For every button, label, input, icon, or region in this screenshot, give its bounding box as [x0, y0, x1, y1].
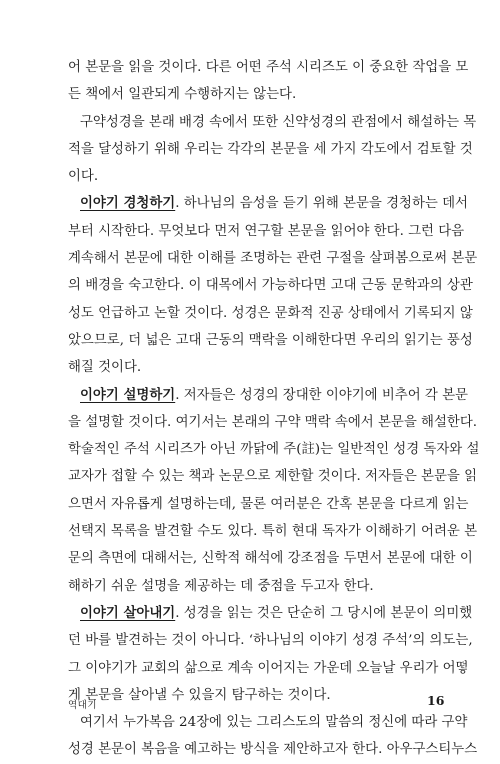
line-text: 으면서 자유롭게 설명하는데, 물론 여러분은 간혹 본문을 다르게 읽는 [68, 496, 469, 512]
text-line [68, 736, 478, 763]
text-line [68, 300, 473, 327]
text-line [68, 573, 438, 600]
line-text: . 저자들은 성경의 장대한 이야기에 비추어 각 본문 [175, 387, 468, 403]
text-line [68, 600, 473, 627]
line-text: 든 책에서 일관되게 수행하지는 않는다. [68, 87, 297, 103]
text-line [68, 163, 438, 190]
text-line [68, 463, 478, 490]
line-text: 그 이야기가 교회의 삶으로 계속 이어지는 가운데 오늘날 우리가 어떻 [68, 660, 469, 676]
text-line [68, 218, 465, 245]
text-line [68, 327, 473, 354]
section-heading: 이야기 살아내기 [80, 604, 176, 621]
line-text: 선택지 목록을 발견할 수도 있다. 특히 현대 독자가 이해하기 어려운 본 [68, 524, 478, 540]
text-line [68, 545, 473, 572]
line-text: 게 본문을 살아낼 수 있을지 탐구하는 것이다. [68, 687, 331, 703]
line-text: 해질 것이다. [68, 360, 142, 376]
line-text: 던 바를 발견하는 것이 아니다. ‘하나님의 이야기 성경 주석’의 의도는, [68, 633, 473, 649]
text-line [68, 54, 469, 81]
line-text: 여기서 누가복음 24장에 있는 그리스도의 말씀의 정신에 따라 구약 [80, 715, 468, 731]
text-line [68, 409, 478, 436]
text-line [68, 382, 468, 409]
line-text: 문의 측면에 대해서는, 신학적 해석에 강조점을 두면서 본문에 대한 이 [68, 551, 473, 567]
text-line [68, 436, 480, 463]
text-line [68, 245, 478, 272]
line-text: 학술적인 주석 시리즈가 아닌 까닭에 주(註)는 일반적인 성경 독자와 설 [68, 442, 480, 458]
line-text: 을 설명할 것이다. 여기서는 본래의 구약 맥락 속에서 본문을 해설한다. [68, 414, 478, 430]
line-text: . 하나님의 음성을 듣기 위해 본문을 경청하는 데서 [175, 196, 468, 212]
text-line [68, 491, 469, 518]
line-text: 어 본문을 읽을 것이다. 다른 어떤 주석 시리즈도 이 중요한 작업을 모 [68, 60, 469, 75]
line-text: 성경 본문이 복음을 예고하는 방식을 제안하고자 한다. 아우구스티누스 [68, 742, 478, 758]
line-text: . 성경을 읽는 것은 단순히 그 당시에 본문이 의미했 [175, 605, 473, 621]
section-heading: 이야기 설명하기 [80, 386, 176, 403]
line-text: 이다. [68, 169, 99, 185]
text-line [68, 136, 473, 163]
text-line [68, 109, 477, 136]
line-text: 의 배경을 숙고한다. 이 대목에서 가능하다면 고대 근동 문학과의 상관 [68, 278, 473, 294]
line-text: 해하기 쉬운 설명을 제공하는 데 중점을 두고자 한다. [68, 578, 374, 594]
line-text: 부터 시작한다. 무엇보다 먼저 연구할 본문을 읽어야 한다. 그런 다음 [68, 223, 465, 239]
text-line [68, 272, 473, 299]
text-line [68, 709, 468, 736]
text-line [68, 655, 469, 682]
line-text: 성도 언급하고 논할 것이다. 성경은 문화적 진공 상태에서 기록되지 않 [68, 305, 473, 321]
line-text: 구약성경을 본래 배경 속에서 또한 신약성경의 관점에서 해설하는 목 [80, 114, 477, 130]
body-text [68, 54, 480, 764]
page-number: 16 [427, 693, 445, 708]
text-line [68, 627, 473, 654]
text-line [68, 354, 438, 381]
text-line [68, 81, 438, 108]
line-text: 교자가 접할 수 있는 책과 논문으로 제한할 것이다. 저자들은 본문을 읽 [68, 469, 478, 485]
running-footer-title: 역대기 [68, 700, 98, 711]
text-line [68, 190, 468, 217]
text-line [68, 682, 438, 709]
line-text: 계속해서 본문에 대한 이해를 조명하는 관련 구절을 살펴봄으로써 본문 [68, 251, 478, 267]
section-heading: 이야기 경청하기 [80, 195, 176, 212]
line-text: 적을 달성하기 위해 우리는 각각의 본문을 세 가지 각도에서 검토할 것 [68, 141, 473, 157]
line-text: 았으므로, 더 넓은 고대 근동의 맥락을 이해한다면 우리의 읽기는 풍성 [68, 332, 473, 348]
text-line [68, 518, 478, 545]
